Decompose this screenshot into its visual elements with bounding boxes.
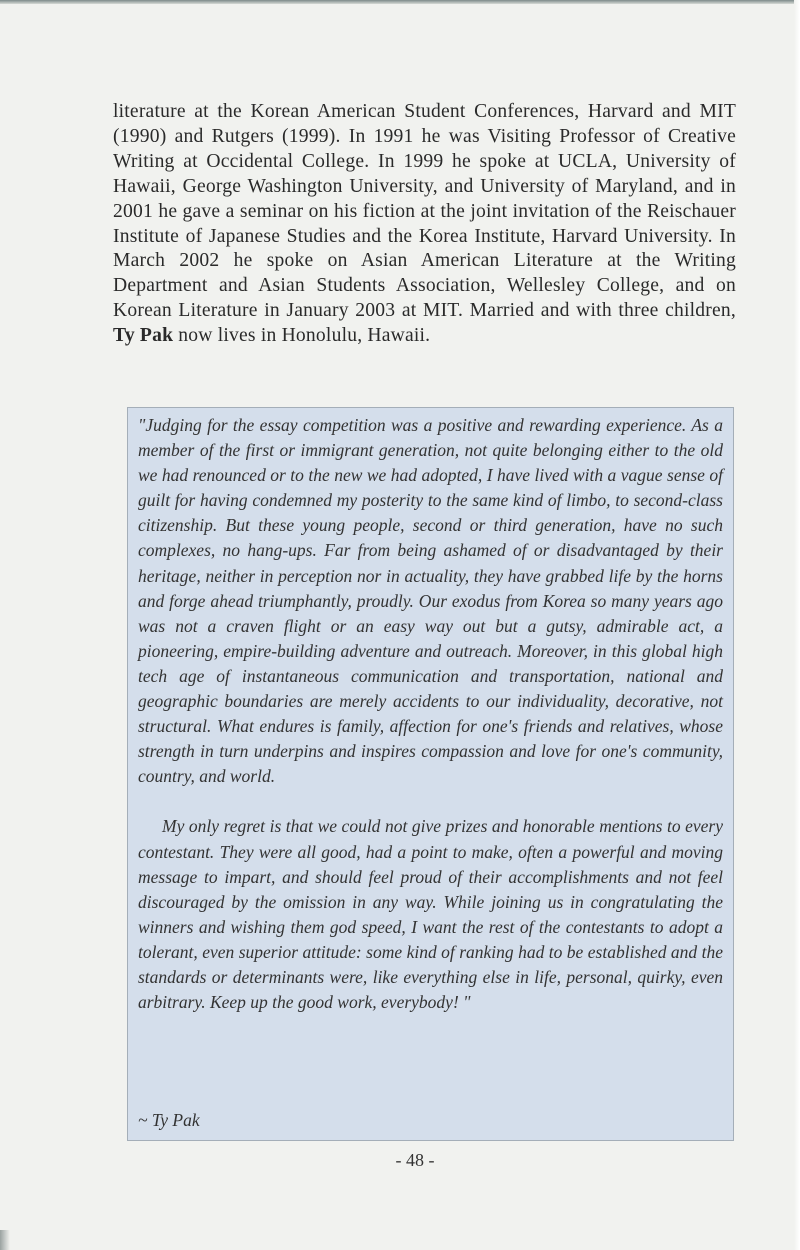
quote-paragraph-2: My only regret is that we could not give prizes and honorable mentions to every contestant. They were all good, had a point to make, often a powerful and moving message to impart, and should feel proud of their accomplishments and not feel discouraged by the omission in any way. While joining us in congratulating the winners and wishing them god speed, I want the rest of the contestants to adopt a tolerant, even superior attitude: some kind of ranking had to be established and the standards or determinants were, like everything else in life, personal, quirky, even arbitrary. Keep up the good work, everybody! "	[138, 816, 723, 1013]
page-right-edge	[794, 0, 800, 1250]
judge-quote-box	[127, 407, 734, 1141]
quote-attribution: ~ Ty Pak	[138, 1110, 200, 1130]
biography-text-start: literature at the Korean American Student Conferences, Harvard and MIT (1990) and Rutgers (1999). In 1991 he was Visiting Professor of Creative Writing at Occidental College. In 1999 he spoke at UCLA, University of Hawaii, George Washington University, and University of Maryland, and in 2001 he gave a seminar on his fiction at the joint invitation of the Reischauer Institute of Japanese Studies and the Korea Institute, Harvard University. In March 2002 he spoke on Asian American Literature at the Writing Department and Asian Students Association, Wellesley College, and on Korean Literature in January 2003 at MIT. Married and with three children,	[113, 101, 736, 322]
biography-text-end: now lives in Honolulu, Hawaii.	[178, 325, 431, 347]
page-number: - 48 -	[395, 1150, 435, 1170]
page-top-edge	[0, 0, 800, 4]
quote-paragraph-1: "Judging for the essay competition was a positive and rewarding experience. As a member of the first or immigrant generation, not quite belonging either to the old we had renounced or to the new we had adopted, I have lived with a vague sense of guilt for having condemned my posterity to the same kind of limbo, to second-class citizenship. But these young people, second or third generation, have no such complexes, no hang-ups. Far from being ashamed of or disadvantaged by their heritage, neither in perception nor in actuality, they have grabbed life by the horns and forge ahead triumphantly, proudly. Our exodus from Korea so many years ago was not a craven flight or an easy way out but a gutsy, admirable act, a pioneering, empire-building adventure and outreach. Moreover, in this global high tech age of instantaneous communication and transportation, national and geographic boundaries are merely accidents to our individuality, decorative, not structural. What endures is family, affection for one's friends and relatives, whose strength in turn underpins and inspires compassion and love for one's community, country, and world.	[138, 415, 723, 787]
author-name: Ty Pak	[113, 325, 174, 347]
page-bottom-left-edge	[0, 1230, 10, 1250]
biography-paragraph	[113, 100, 736, 349]
